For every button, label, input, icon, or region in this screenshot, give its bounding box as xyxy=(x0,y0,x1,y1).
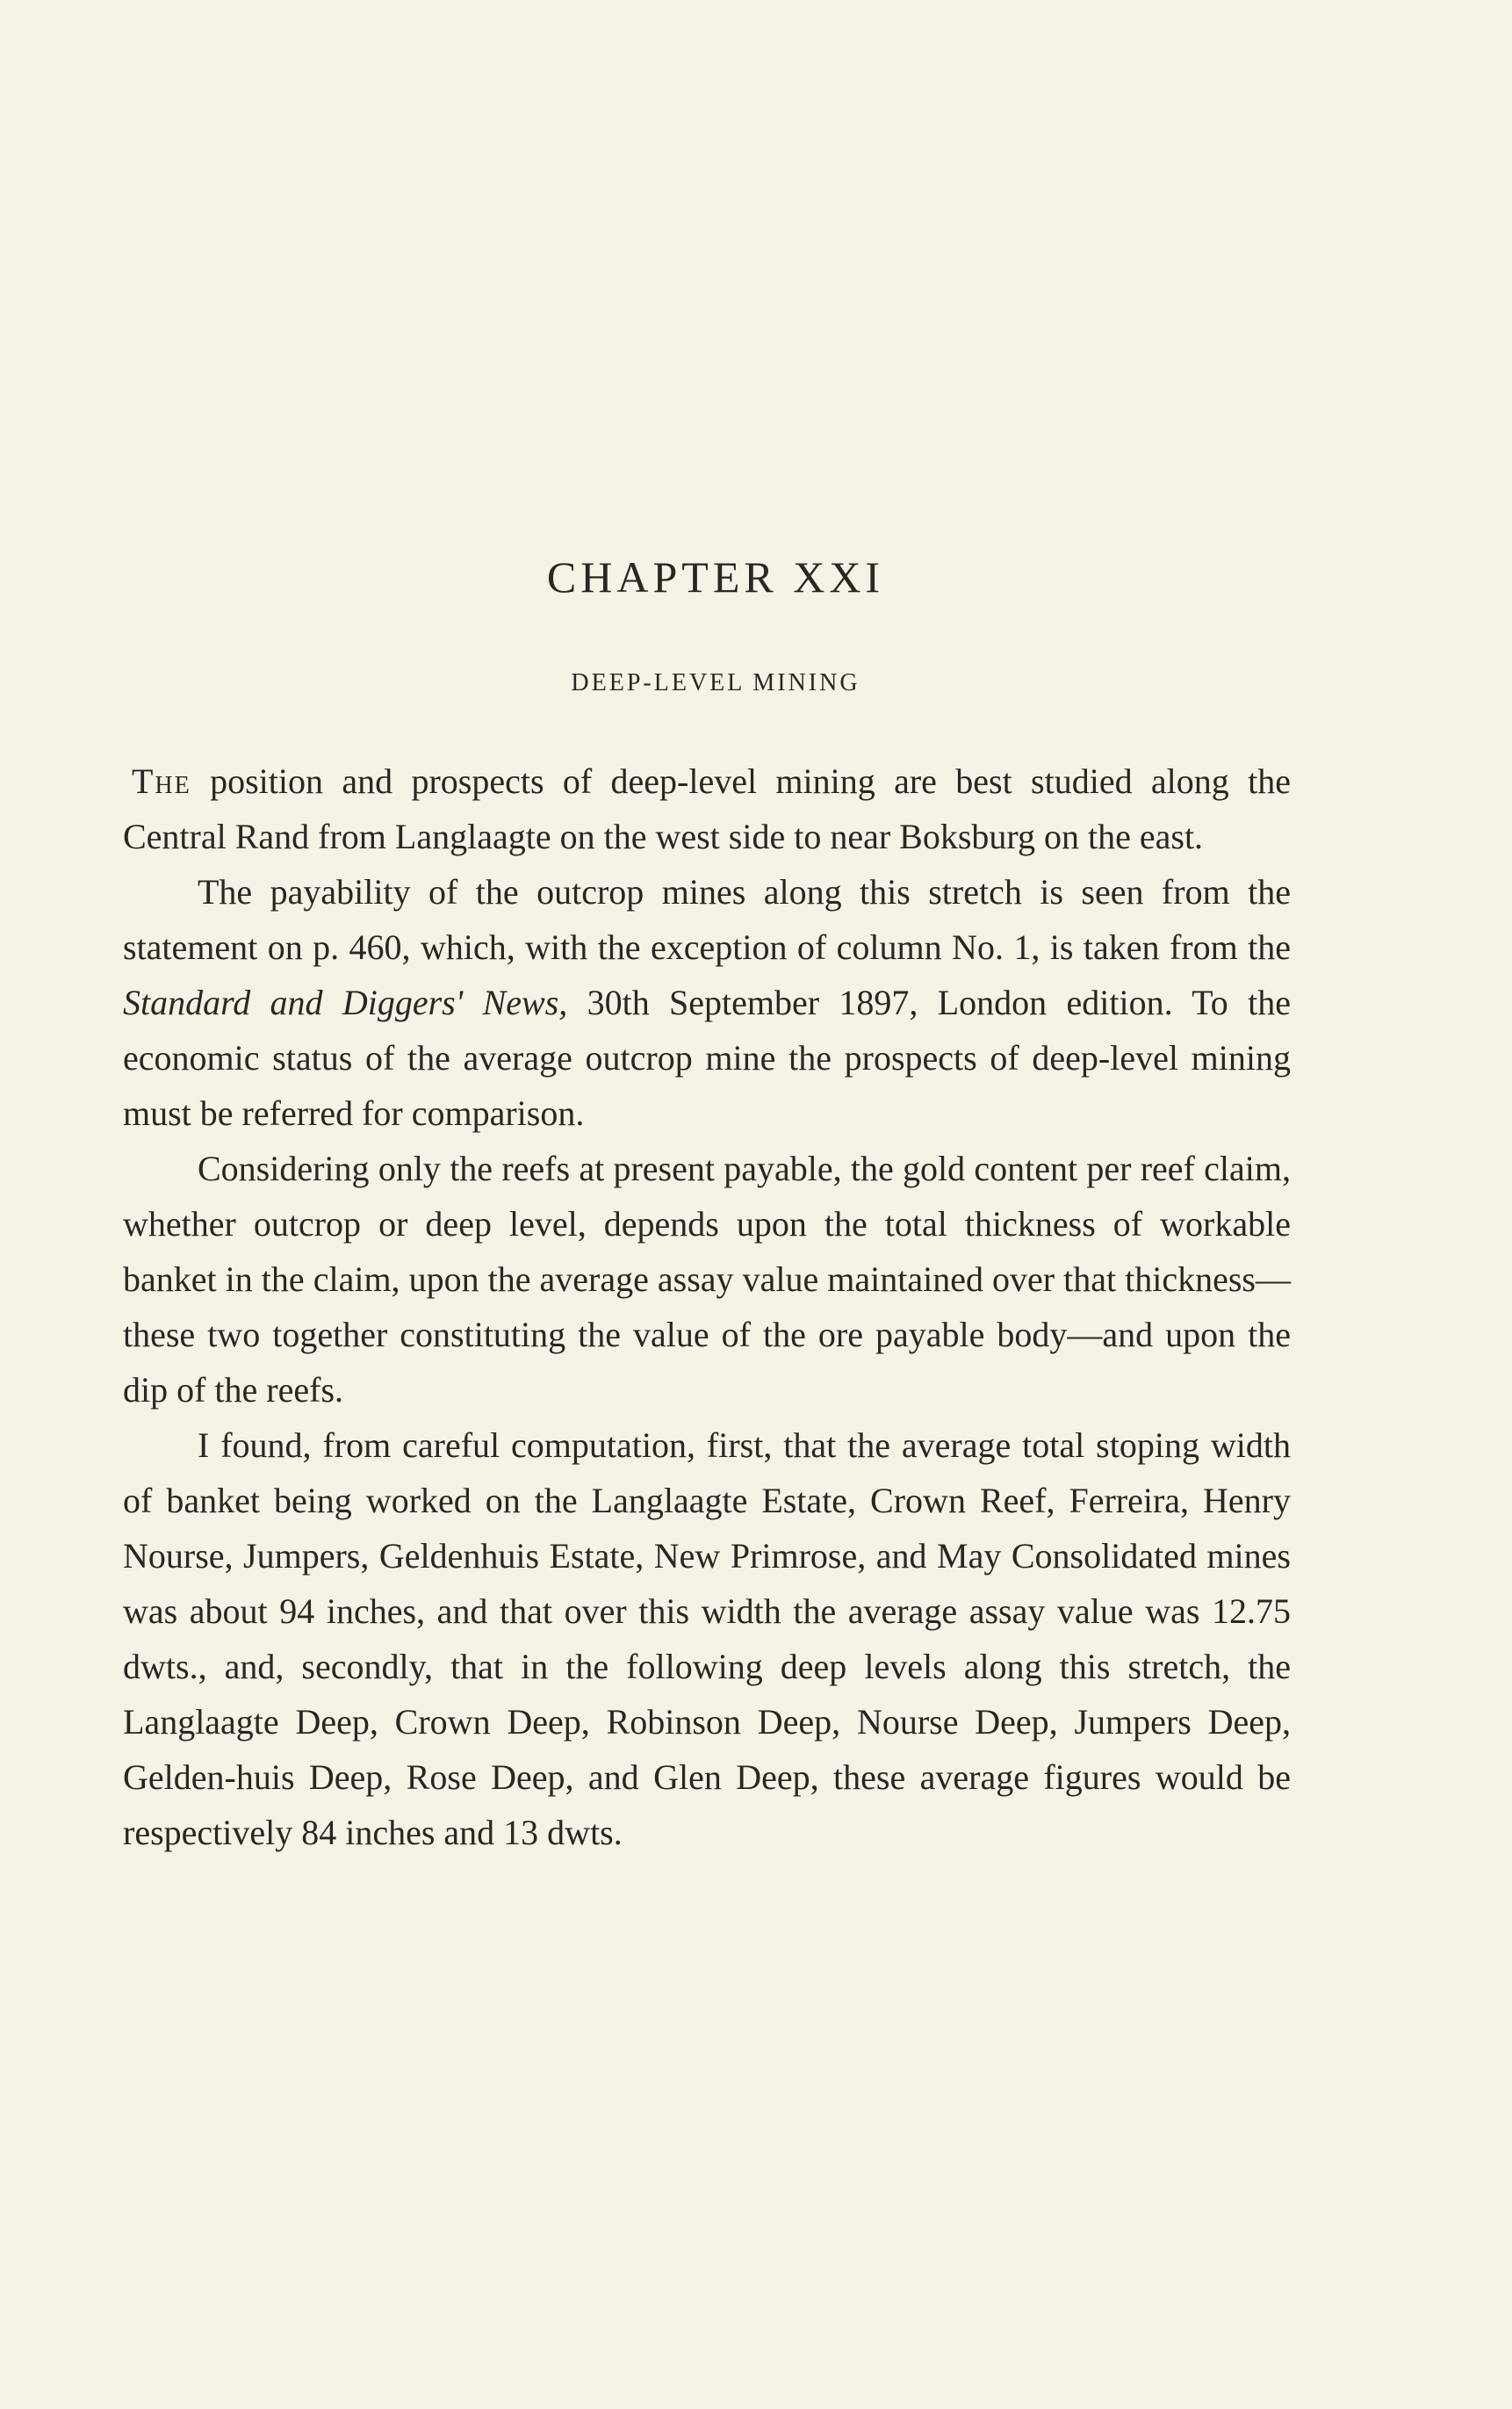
paragraph-1-lead-word: The xyxy=(132,761,191,801)
paragraph-3: Considering only the reefs at present payable, the gold content per reef claim, whether outcrop or deep level, depends upon the total thickness of workable banket in the claim, upon the average assay value maintained over that thickness— these two together constituting the value of the ore payable body—and upon the dip of the reefs. xyxy=(123,1149,1291,1410)
paragraph-2-text-after: 30th September 1897, London edition. To the economic status of the average outcrop mine the prospects of deep-level mining must be referred for comparison. xyxy=(123,983,1291,1133)
chapter-body xyxy=(123,754,1291,1860)
paragraph-1 xyxy=(123,754,1291,864)
chapter-subtitle: DEEP-LEVEL MINING xyxy=(571,669,860,696)
chapter-title: CHAPTER XXI xyxy=(546,552,885,602)
newspaper-title: Standard and Diggers' News, xyxy=(123,983,568,1022)
paragraph-4: I found, from careful computation, first, that the average total stoping width of banket being worked on the Langlaagte Estate, Crown Reef, Ferreira, Henry Nourse, Jumpers, Geldenhuis Estate, New Primrose, and May Consolidated mines was about 94 inches, and that over this width the average assay value was 12.75 dwts., and, secondly, that in the following deep levels along this stretch, the Langlaagte Deep, Crown Deep, Robinson Deep, Nourse Deep, Jumpers Deep, Gelden-huis Deep, Rose Deep, and Glen Deep, these average figures would be respectively 84 inches and 13 dwts. xyxy=(123,1425,1291,1852)
paragraph-1-text: position and prospects of deep-level mining are best studied along the Central Rand from Langlaagte on the west side to near Boksburg on the east. xyxy=(123,761,1291,856)
paragraph-2-text-before: The payability of the outcrop mines along this stretch is seen from the statement on p. 460, which, with the exception of column No. 1, is taken from the xyxy=(123,872,1291,967)
paragraph-2 xyxy=(123,864,1291,1141)
